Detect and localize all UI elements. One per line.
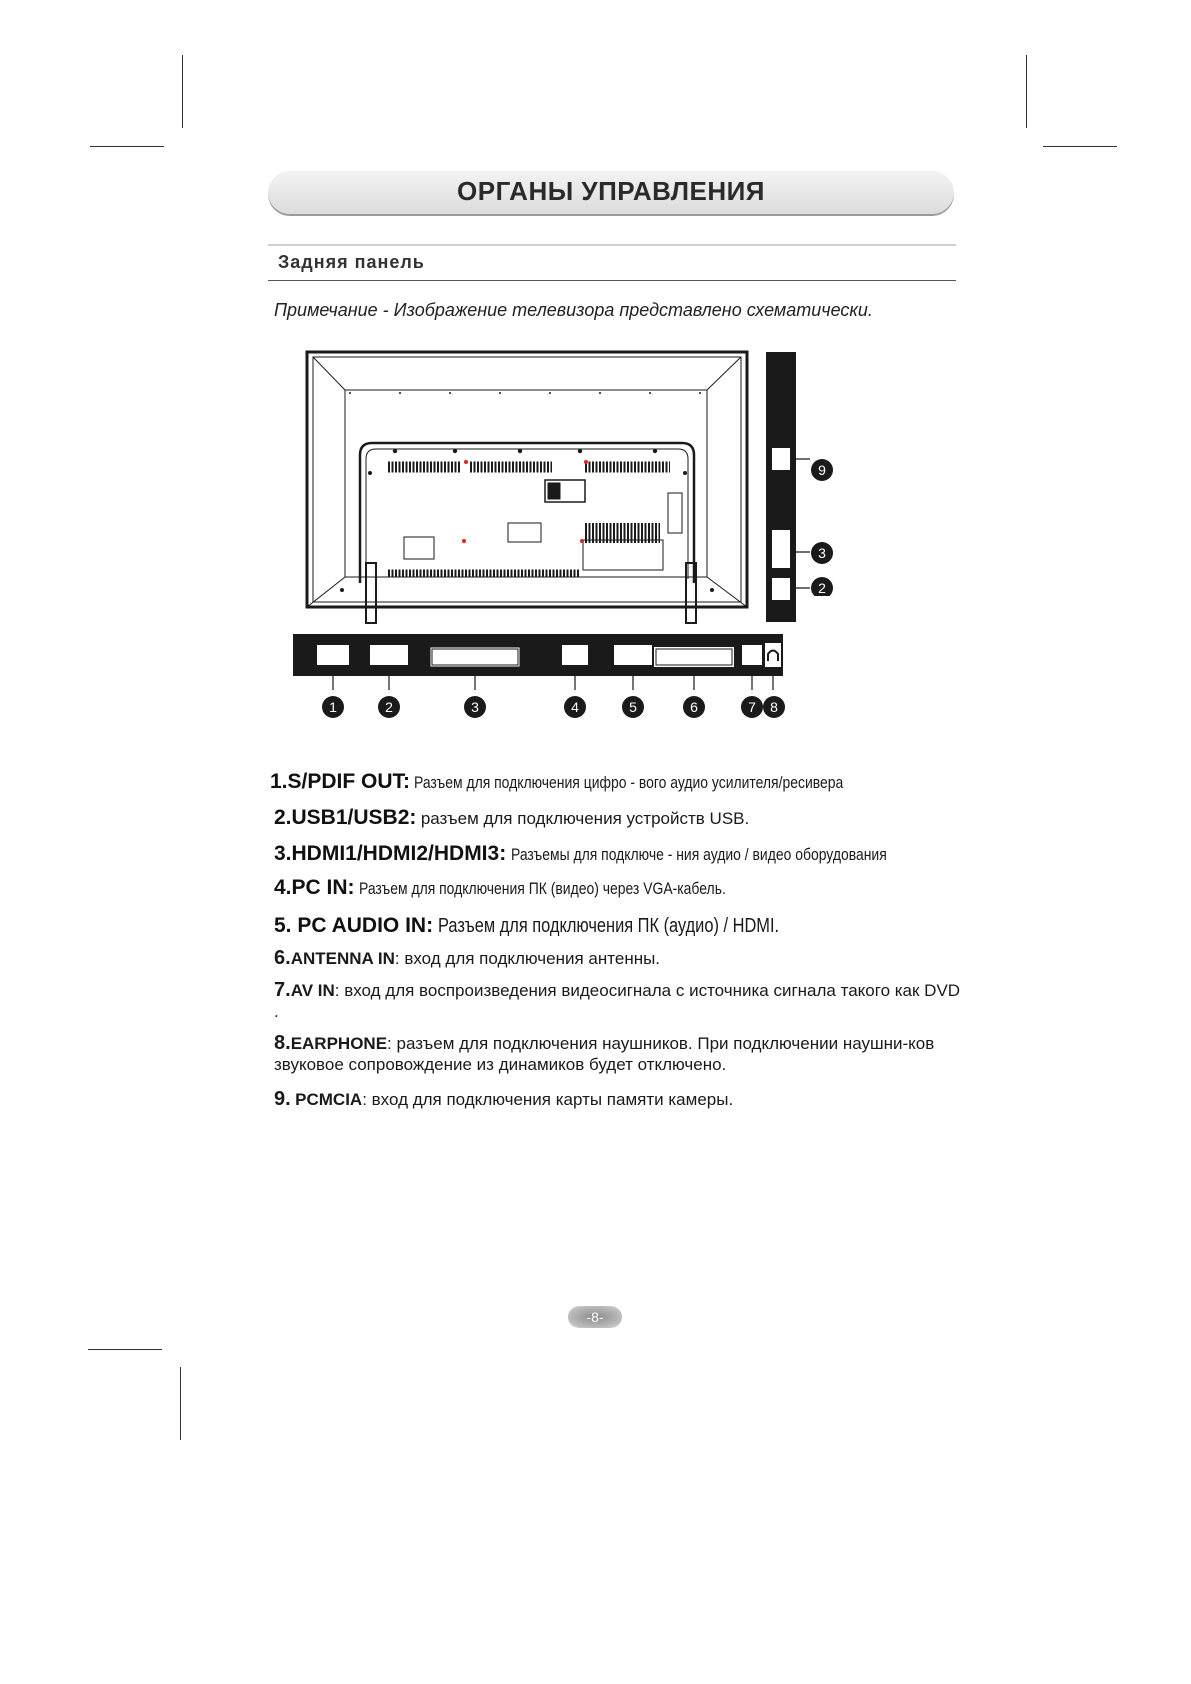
callout-1	[322, 696, 344, 718]
crop-mark	[1026, 55, 1027, 128]
divider	[268, 280, 956, 281]
crop-mark	[182, 55, 183, 128]
item-description: Разъем для подключения ПК (аудио) / HDMI.	[437, 915, 779, 937]
section-title: Задняя панель	[278, 252, 425, 272]
svg-text:1: 1	[329, 699, 337, 715]
stand-left	[366, 563, 376, 623]
svg-text:7: 7	[748, 699, 756, 715]
item-label: PCMCIA	[295, 1090, 363, 1109]
svg-text:3: 3	[818, 545, 826, 561]
vent-grille	[388, 467, 670, 573]
callout-2	[378, 696, 400, 718]
item-label: 2.USB1/USB2:	[274, 806, 417, 829]
page-title-bar	[268, 170, 954, 214]
callout-4	[564, 696, 586, 718]
svg-text:5: 5	[629, 699, 637, 715]
callout-7	[741, 696, 763, 718]
svg-text:4: 4	[571, 699, 579, 715]
svg-text:8: 8	[770, 699, 778, 715]
item-description: : вход для подключения карты памяти камеры.	[362, 1090, 734, 1109]
callout-5	[622, 696, 644, 718]
list-item	[274, 842, 969, 866]
list-item: 8.EARPHONE: разъем для подключения наушников. При подключении наушни-ков звуковое сопровождение из динамиков будет отключено.	[274, 1032, 935, 1074]
note-text: Примечание - Изображение телевизора представлено схематически.	[274, 300, 873, 320]
list-item	[274, 914, 853, 938]
crop-mark	[90, 146, 164, 147]
svg-text:6: 6	[690, 699, 698, 715]
item-description: Разъемы для подключе - ния аудио / видео оборудования	[510, 845, 887, 864]
crop-mark	[1043, 146, 1117, 147]
divider	[268, 244, 956, 246]
page-number: -8-	[568, 1306, 622, 1328]
item-label: 1.S/PDIF OUT:	[270, 770, 411, 793]
item-description: : разъем для подключения наушников. При подключении наушни-ков звуковое сопровождение из динамиков будет отключено.	[274, 1034, 935, 1074]
crop-mark	[88, 1349, 162, 1350]
list-item	[274, 876, 806, 900]
callout-9	[811, 459, 833, 481]
item-label: AV IN	[290, 981, 335, 1000]
callout-3	[464, 696, 486, 718]
item-description: Разъем для подключения цифро - вого аудио усилителя/ресивера	[414, 773, 844, 792]
side-callouts	[808, 456, 838, 596]
svg-text:9: 9	[818, 462, 826, 478]
list-item: 7.AV IN: вход для воспроизведения видеосигнала с источника сигнала такого как DVD .	[274, 979, 961, 1021]
list-item: 9. PCMCIA: вход для подключения карты памяти камеры.	[274, 1088, 734, 1110]
item-label: 5. PC AUDIO IN:	[274, 914, 434, 937]
callout-2-side	[811, 577, 833, 596]
svg-text:2: 2	[385, 699, 393, 715]
svg-text:3: 3	[471, 699, 479, 715]
tv-inner-bevel	[313, 357, 741, 390]
item-description: разъем для подключения устройств USB.	[420, 809, 750, 828]
list-item: 6.ANTENNA IN: вход для подключения антенны.	[274, 947, 661, 969]
callout-6	[683, 696, 705, 718]
item-description: : вход для подключения антенны.	[394, 949, 661, 968]
callout-8	[763, 696, 785, 718]
page-title: ОРГАНЫ УПРАВЛЕНИЯ	[457, 176, 765, 206]
svg-text:2: 2	[818, 580, 826, 596]
item-label: ANTENNA IN	[290, 949, 395, 968]
list-item	[274, 806, 749, 830]
callout-3-side	[811, 542, 833, 564]
list-item	[270, 770, 938, 794]
item-description: Разъем для подключения ПК (видео) через VGA-кабель.	[358, 879, 726, 898]
item-label: EARPHONE	[290, 1034, 388, 1053]
item-description: : вход для воспроизведения видеосигнала с источника сигнала такого как DVD .	[274, 981, 961, 1021]
item-label: 4.PC IN:	[274, 876, 355, 899]
crop-mark	[180, 1367, 181, 1440]
item-label: 3.HDMI1/HDMI2/HDMI3:	[274, 842, 507, 865]
tv-rear-panel-diagram	[290, 345, 810, 730]
